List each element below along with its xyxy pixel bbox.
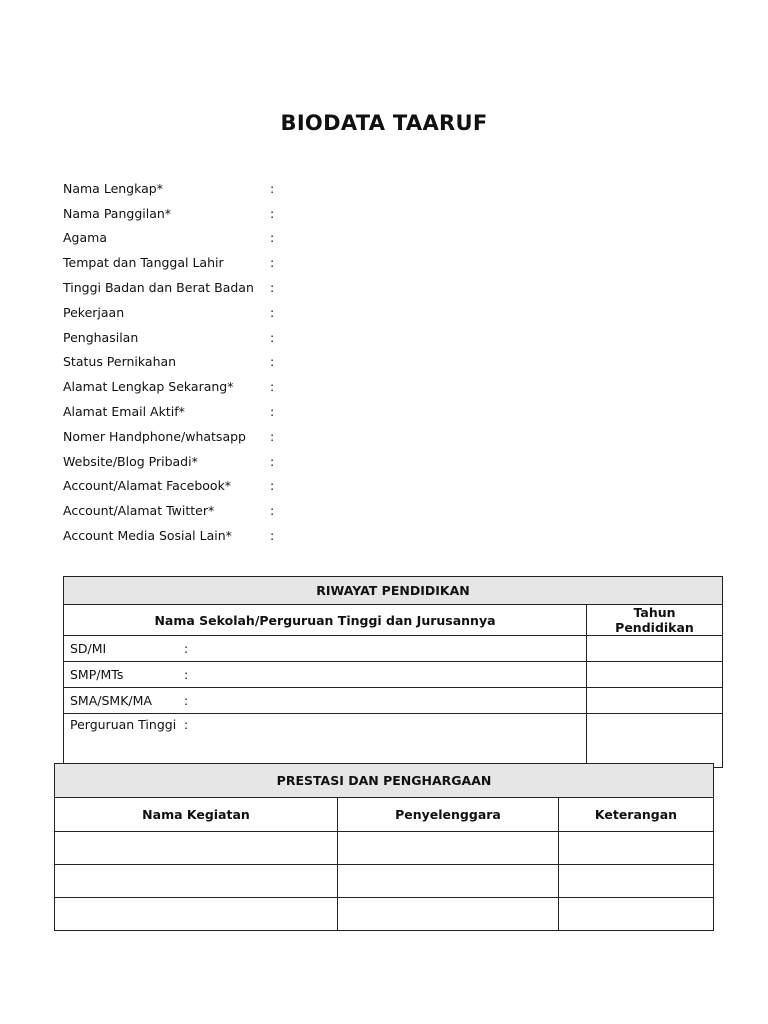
table-cell[interactable] (55, 865, 338, 898)
field-row-tinggi-berat (63, 275, 723, 300)
field-colon: : (270, 354, 275, 370)
years-cell[interactable] (587, 662, 723, 688)
field-row-handphone (63, 424, 723, 449)
table-cell[interactable] (559, 898, 714, 931)
level-cell[interactable] (64, 714, 587, 768)
table-row (64, 662, 723, 688)
years-cell[interactable] (587, 714, 723, 768)
field-label: Pekerjaan (63, 304, 125, 320)
table-cell[interactable] (338, 832, 559, 865)
field-label: Account/Alamat Facebook* (63, 478, 232, 494)
field-colon: : (270, 304, 275, 320)
achievements-table (54, 763, 714, 931)
years-column-header: Tahun Pendidikan (587, 605, 723, 636)
level-label: Perguruan Tinggi (70, 717, 177, 732)
field-colon: : (270, 280, 275, 296)
field-row-status (63, 350, 723, 375)
field-label: Website/Blog Pribadi* (63, 453, 198, 469)
field-label: Tempat dan Tanggal Lahir (63, 255, 224, 271)
field-row-facebook (63, 474, 723, 499)
field-label: Penghasilan (63, 329, 139, 345)
achievements-heading: PRESTASI DAN PENGHARGAAN (55, 764, 714, 798)
table-cell[interactable] (55, 898, 338, 931)
education-history-table (63, 576, 723, 768)
table-row (64, 636, 723, 662)
field-colon: : (270, 528, 275, 544)
field-label: Nama Panggilan* (63, 205, 172, 221)
activity-column-header: Nama Kegiatan (55, 798, 338, 832)
organizer-column-header: Penyelenggara (338, 798, 559, 832)
years-cell[interactable] (587, 688, 723, 714)
field-label: Status Pernikahan (63, 354, 177, 370)
field-label: Agama (63, 230, 107, 246)
field-label: Nama Lengkap* (63, 180, 163, 196)
level-colon: : (184, 667, 189, 682)
table-cell[interactable] (338, 865, 559, 898)
field-label: Account Media Sosial Lain* (63, 528, 232, 544)
field-row-ttl (63, 250, 723, 275)
level-cell[interactable] (64, 688, 587, 714)
field-row-alamat (63, 374, 723, 399)
table-cell[interactable] (55, 832, 338, 865)
personal-info-fields (63, 176, 723, 548)
table-cell[interactable] (338, 898, 559, 931)
field-colon: : (270, 205, 275, 221)
field-colon: : (270, 230, 275, 246)
field-colon: : (270, 404, 275, 420)
table-row (64, 688, 723, 714)
field-row-pekerjaan (63, 300, 723, 325)
field-label: Alamat Lengkap Sekarang* (63, 379, 234, 395)
table-row (64, 714, 723, 768)
notes-column-header: Keterangan (559, 798, 714, 832)
field-label: Nomer Handphone/whatsapp (63, 428, 246, 444)
level-colon: : (184, 693, 189, 708)
table-cell[interactable] (559, 832, 714, 865)
table-row (55, 898, 714, 931)
field-colon: : (270, 503, 275, 519)
table-cell[interactable] (559, 865, 714, 898)
field-colon: : (270, 329, 275, 345)
field-colon: : (270, 379, 275, 395)
years-cell[interactable] (587, 636, 723, 662)
field-colon: : (270, 180, 275, 196)
level-cell[interactable] (64, 662, 587, 688)
field-row-email (63, 399, 723, 424)
field-colon: : (270, 478, 275, 494)
field-row-nama-lengkap (63, 176, 723, 201)
field-colon: : (270, 428, 275, 444)
table-row (55, 865, 714, 898)
level-label: SD/MI (70, 641, 107, 656)
table-row (55, 832, 714, 865)
field-colon: : (270, 453, 275, 469)
page-title: BIODATA TAARUF (280, 111, 488, 135)
field-row-sosmed-lain (63, 523, 723, 548)
level-cell[interactable] (64, 636, 587, 662)
field-colon: : (270, 255, 275, 271)
field-row-twitter (63, 498, 723, 523)
field-row-website (63, 449, 723, 474)
field-row-penghasilan (63, 325, 723, 350)
field-row-nama-panggilan (63, 201, 723, 226)
level-colon: : (184, 717, 189, 732)
school-column-header: Nama Sekolah/Perguruan Tinggi dan Jurusannya (64, 605, 587, 636)
level-label: SMA/SMK/MA (70, 693, 152, 708)
level-label: SMP/MTs (70, 667, 124, 682)
field-label: Alamat Email Aktif* (63, 404, 185, 420)
level-colon: : (184, 641, 189, 656)
education-heading: RIWAYAT PENDIDIKAN (64, 577, 723, 605)
field-label: Tinggi Badan dan Berat Badan (63, 280, 254, 296)
field-label: Account/Alamat Twitter* (63, 503, 215, 519)
field-row-agama (63, 226, 723, 251)
